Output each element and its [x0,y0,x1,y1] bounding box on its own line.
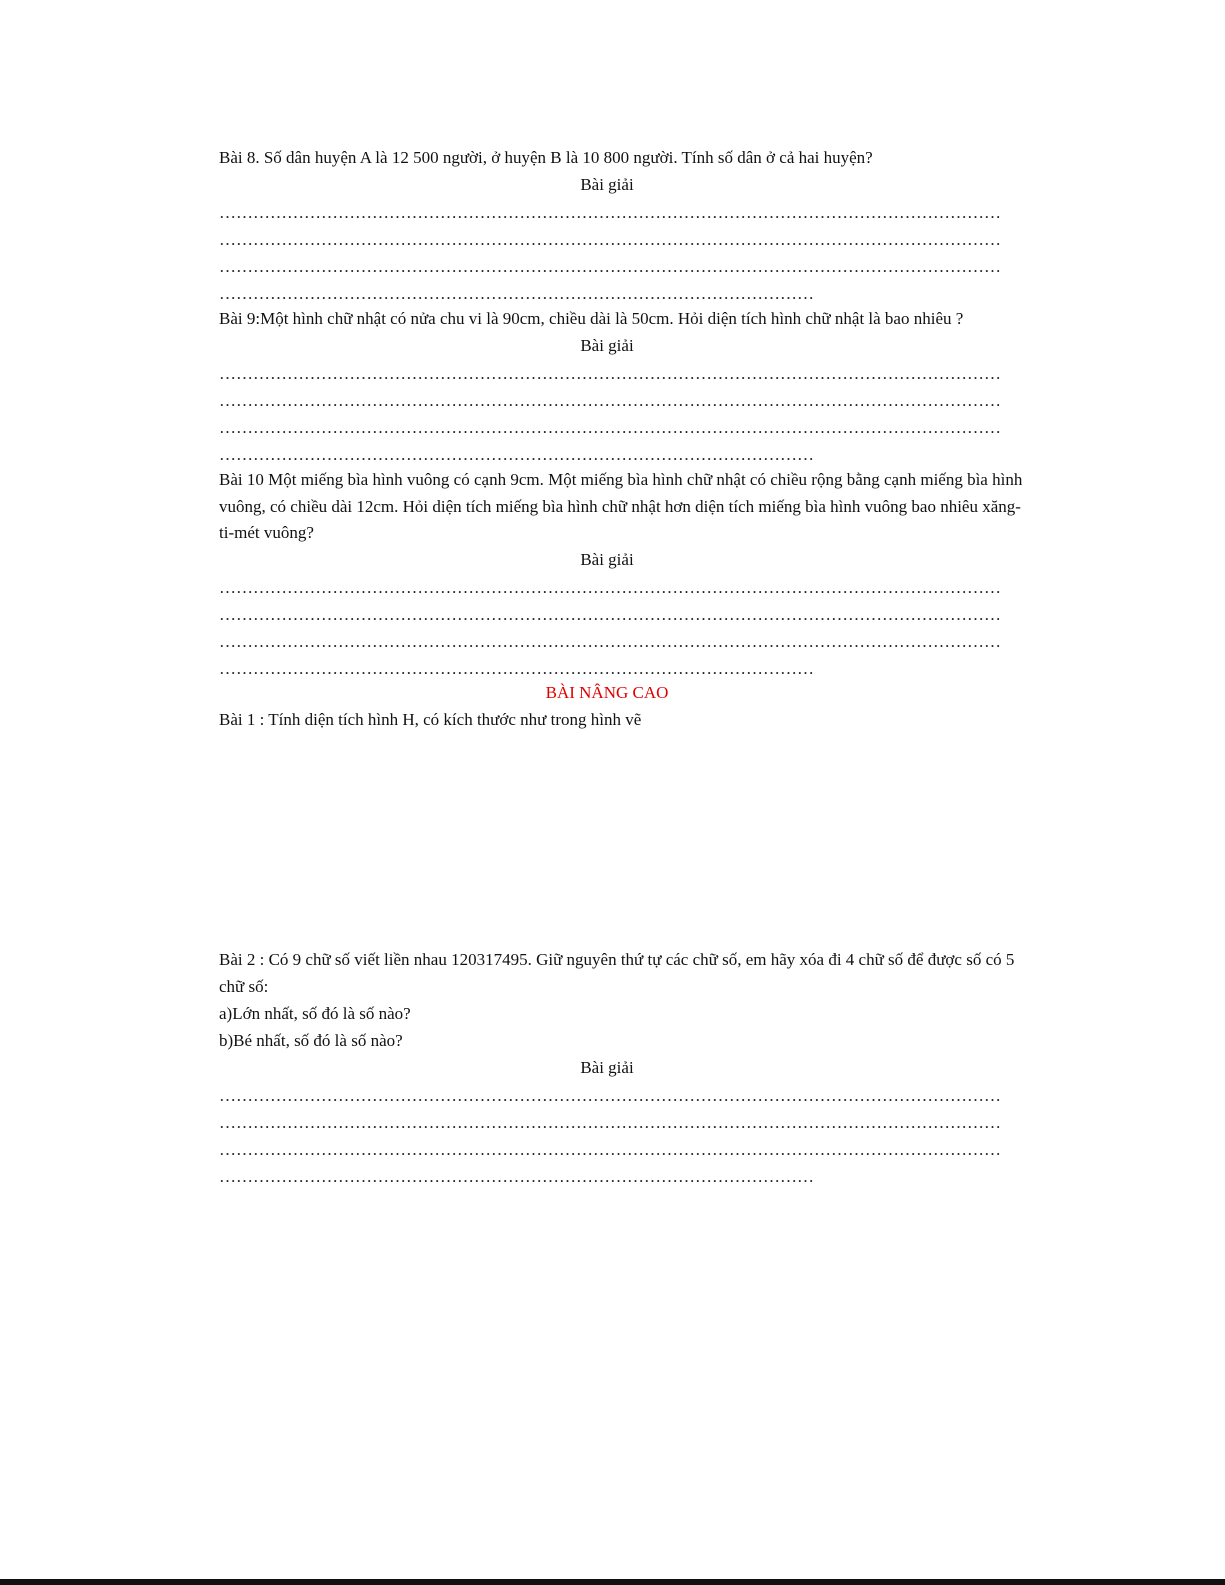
answer-line: …………………………………………………………………………………………… [219,1167,814,1186]
answer-line: ………………………………………………………………………………………………………………………… [219,1086,1001,1105]
answer-line: …………………………………………………………………………………………… [219,445,814,464]
answer-line: ………………………………………………………………………………………………………………………… [219,230,1001,249]
problem-8-text: Bài 8. Số dân huyện A là 12 500 người, ở huyện B là 10 800 người. Tính số dân ở cả hai huyện? [219,148,873,167]
advanced-problem-2-line-1: Bài 2 : Có 9 chữ số viết liền nhau 120317495. Giữ nguyên thứ tự các chữ số, em hãy xóa đi 4 chữ số để được số có 5 [219,950,1015,969]
answer-line: …………………………………………………………………………………………… [219,659,814,678]
answer-line: ………………………………………………………………………………………………………………………… [219,418,1001,437]
answer-line: ………………………………………………………………………………………………………………………… [219,257,1001,276]
answer-line: ………………………………………………………………………………………………………………………… [219,364,1001,383]
problem-9-text: Bài 9:Một hình chữ nhật có nửa chu vi là 90cm, chiều dài là 50cm. Hỏi diện tích hình chữ nhật là bao nhiêu ? [219,309,964,328]
advanced-problem-2-part-a: a)Lớn nhất, số đó là số nào? [219,1004,411,1023]
solution-label: Bài giải [580,550,634,569]
page-bottom-border [0,1579,1225,1585]
answer-line: ………………………………………………………………………………………………………………………… [219,1140,1001,1159]
answer-line: ………………………………………………………………………………………………………………………… [219,203,1001,222]
answer-line: ………………………………………………………………………………………………………………………… [219,632,1001,651]
advanced-heading: BÀI NÂNG CAO [545,683,669,702]
advanced-problem-2-part-b: b)Bé nhất, số đó là số nào? [219,1031,403,1050]
answer-line: …………………………………………………………………………………………… [219,284,814,303]
answer-line: ………………………………………………………………………………………………………………………… [219,605,1001,624]
answer-line: ………………………………………………………………………………………………………………………… [219,1113,1001,1132]
advanced-problem-1-text: Bài 1 : Tính diện tích hình H, có kích thước như trong hình vẽ [219,710,642,729]
problem-10-line-1: Bài 10 Một miếng bìa hình vuông có cạnh 9cm. Một miếng bìa hình chữ nhật có chiều rộng bằng cạnh miếng bìa hình [219,470,1023,489]
problem-10-line-2: vuông, có chiều dài 12cm. Hỏi diện tích miếng bìa hình chữ nhật hơn diện tích miếng bìa hình vuông bao nhiêu xăng- [219,497,1021,516]
solution-label: Bài giải [580,175,634,194]
answer-line: ………………………………………………………………………………………………………………………… [219,391,1001,410]
solution-label: Bài giải [580,1058,634,1077]
solution-label: Bài giải [580,336,634,355]
problem-10-line-3: ti-mét vuông? [219,523,314,542]
answer-line: ………………………………………………………………………………………………………………………… [219,578,1001,597]
advanced-problem-2-line-2: chữ số: [219,977,269,996]
